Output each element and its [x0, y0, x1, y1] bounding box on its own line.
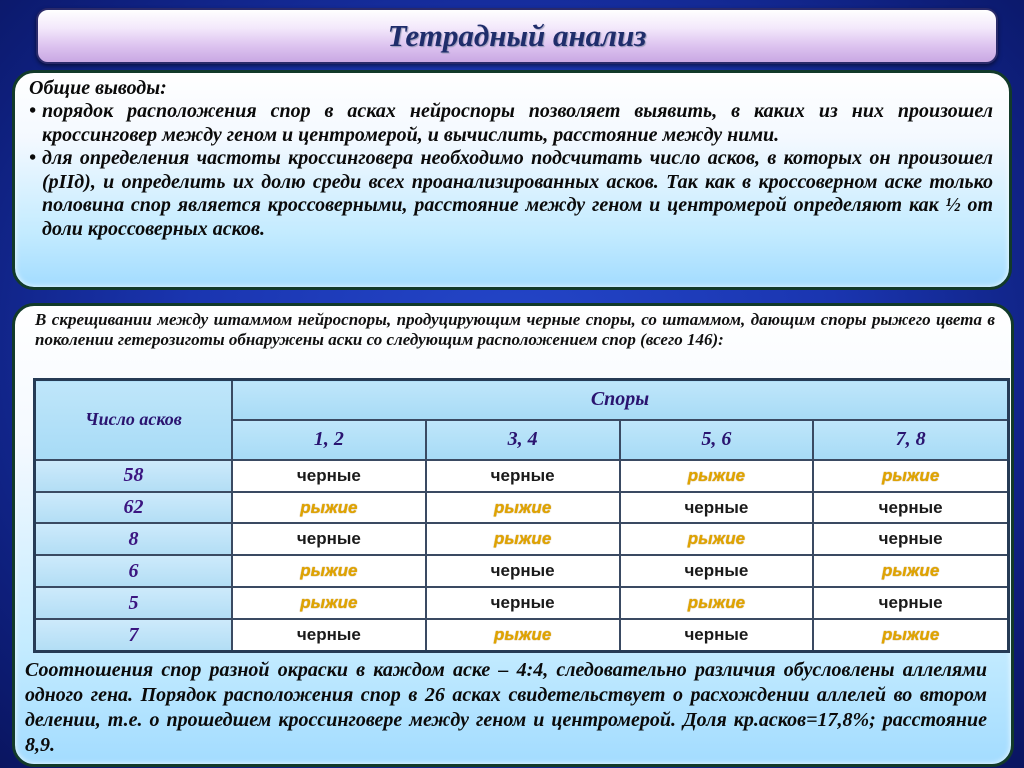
- spore-cell: рыжие: [620, 523, 814, 555]
- spore-cell: рыжие: [232, 555, 426, 587]
- spore-cell: рыжие: [232, 492, 426, 524]
- spore-cell: черные: [813, 587, 1008, 619]
- ascus-count: 62: [35, 492, 233, 524]
- ascus-count: 8: [35, 523, 233, 555]
- experiment-panel: [12, 303, 1014, 767]
- page-title: Тетрадный анализ: [387, 18, 647, 53]
- spore-cell: рыжие: [813, 460, 1008, 492]
- spore-cell: черные: [232, 523, 426, 555]
- spore-cell: рыжие: [620, 587, 814, 619]
- spore-cell: рыжие: [813, 619, 1008, 651]
- ascus-count: 58: [35, 460, 233, 492]
- spore-cell: рыжие: [426, 619, 620, 651]
- spore-cell: рыжие: [426, 492, 620, 524]
- spore-cell: рыжие: [232, 587, 426, 619]
- ascus-count-header: Число асков: [35, 380, 233, 460]
- title-bar: [36, 8, 998, 64]
- column-header: 7, 8: [813, 420, 1008, 460]
- ascus-count: 6: [35, 555, 233, 587]
- table-row: [35, 619, 1009, 651]
- column-header: 5, 6: [620, 420, 814, 460]
- column-header: 1, 2: [232, 420, 426, 460]
- table-row: [35, 523, 1009, 555]
- general-conclusions-heading: Общие выводы:: [29, 77, 167, 99]
- general-conclusions-panel: [12, 70, 1012, 290]
- spore-table: [33, 378, 1010, 653]
- spore-cell: рыжие: [620, 460, 814, 492]
- bullet-dot-icon: •: [29, 147, 37, 169]
- experiment-conclusion: Соотношения спор разной окраски в каждом аске – 4:4, следовательно различия обусловлены аллелями одного гена. Порядок расположения спор в 26 асках свидетельствует о расхождении аллелей во втором делении, т.е. о прошедшем кроссинговере между геном и центромерой. Доля кр.асков=17,8%; расстояние 8,9.: [25, 659, 987, 756]
- spore-cell: черные: [620, 619, 814, 651]
- table-row: [35, 492, 1009, 524]
- table-header-row: [35, 380, 1009, 420]
- column-header: 3, 4: [426, 420, 620, 460]
- ascus-count: 5: [35, 587, 233, 619]
- experiment-intro: В скрещивании между штаммом нейроспоры, продуцирующим черные споры, со штаммом, дающим споры рыжего цвета в поколении гетерозиготы обнаружены аски со следующим расположением спор (всего 146):: [35, 310, 995, 349]
- spore-cell: черные: [620, 492, 814, 524]
- conclusion-bullet-1-text: порядок расположения спор в асках нейроспоры позволяет выявить, в каких из них произошел кроссинговер между геном и центромерой, и вычислить, расстояние между ними.: [42, 100, 993, 146]
- conclusion-bullet-1: [29, 100, 993, 147]
- spore-cell: черные: [620, 555, 814, 587]
- spore-cell: черные: [426, 555, 620, 587]
- table-row: [35, 460, 1009, 492]
- spores-group-header: Споры: [232, 380, 1009, 420]
- spore-cell: черные: [813, 523, 1008, 555]
- spore-cell: черные: [426, 587, 620, 619]
- spore-cell: черные: [813, 492, 1008, 524]
- table-row: [35, 587, 1009, 619]
- spore-cell: рыжие: [426, 523, 620, 555]
- spore-cell: черные: [232, 460, 426, 492]
- ascus-count: 7: [35, 619, 233, 651]
- table-row: [35, 555, 1009, 587]
- bullet-dot-icon: •: [29, 100, 37, 122]
- conclusion-bullet-2-text: для определения частоты кроссинговера необходимо подсчитать число асков, в которых он произошел (рIIд), и определить их долю среди всех проанализированных асков. Так как в кроссоверном аске только половина спор является кроссоверными, расстояние между геном и центромерой определяют как ½ от доли кроссоверных асков.: [42, 147, 993, 240]
- spore-cell: рыжие: [813, 555, 1008, 587]
- conclusion-bullet-2: [29, 147, 993, 241]
- spore-cell: черные: [426, 460, 620, 492]
- spore-cell: черные: [232, 619, 426, 651]
- spore-table-body: [35, 460, 1009, 652]
